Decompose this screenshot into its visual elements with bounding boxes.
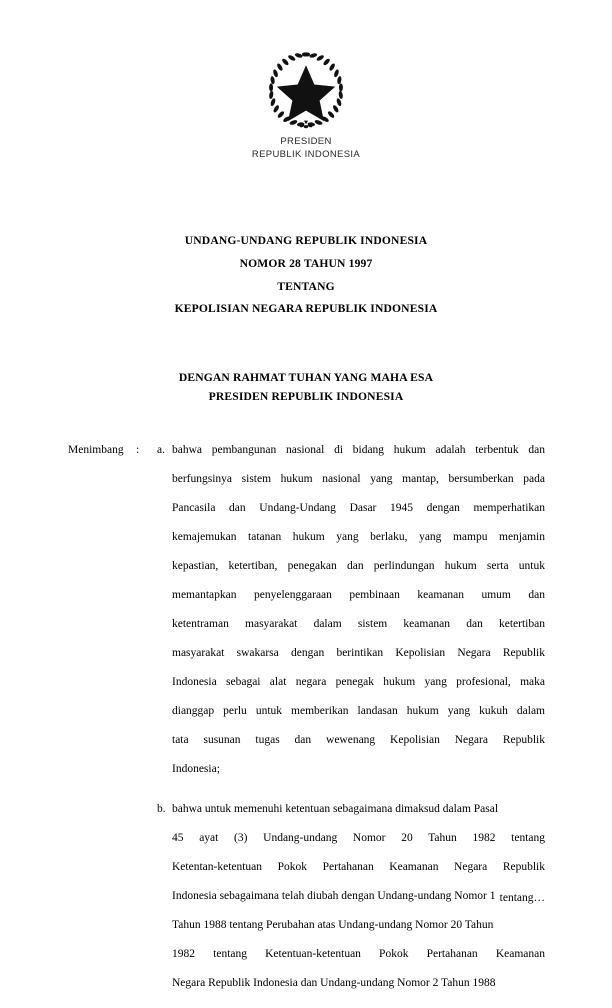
document-header <box>0 48 612 161</box>
clause-b-line-7: Negara Republik Indonesia dan Undang-undang Nomor 2 Tahun 1988 <box>172 977 496 989</box>
considering-section <box>0 436 612 998</box>
emblem-caption-line2: REPUBLIK INDONESIA <box>251 148 361 160</box>
garuda-star-wreath-emblem <box>263 48 349 134</box>
preamble-authority: PRESIDEN REPUBLIK INDONESIA <box>208 390 404 403</box>
clause-marker-b: b. <box>157 803 166 815</box>
clause-a-line-10: dianggap perlu untuk memberikan landasan hukum yang kukuh dalam <box>172 705 545 717</box>
title-about-label: TENTANG <box>277 279 335 293</box>
clause-b-line-1: bahwa untuk memenuhi ketentuan sebagaimana dimaksud dalam Pasal <box>172 803 499 815</box>
considering-label: Menimbang <box>68 444 124 456</box>
clause-a-line-11: tata susunan tugas dan wewenang Kepolisian Negara Republik <box>172 734 545 746</box>
page-catchword: tentang… <box>499 892 545 904</box>
document-title-block <box>0 230 612 321</box>
clause-a-line-5: kepastian, ketertiban, penegakan dan perlindungan hukum serta untuk <box>172 560 545 572</box>
clause-text-a <box>172 436 545 784</box>
clause-b-line-4: Indonesia sebagaimana telah diubah dengan Undang-undang Nomor 1 <box>172 890 496 902</box>
clause-a-line-6: memantapkan penyelenggaraan pembinaan keamanan umum dan <box>172 589 545 601</box>
clause-a-line-9: Indonesia sebagai alat negara penegak hukum yang profesional, maka <box>172 676 545 688</box>
clause-b-line-6: 1982 tentang Ketentuan-ketentuan Pokok Pertahanan Keamanan <box>172 948 545 960</box>
clause-a-line-3: Pancasila dan Undang-Undang Dasar 1945 dengan memperhatikan <box>172 502 545 514</box>
considering-clause-a <box>0 436 612 784</box>
clause-a-line-7: ketentraman masyarakat dalam sistem keamanan dan ketertiban <box>172 618 545 630</box>
title-subject: KEPOLISIAN NEGARA REPUBLIK INDONESIA <box>174 302 438 316</box>
title-law-type: UNDANG-UNDANG REPUBLIK INDONESIA <box>184 234 428 247</box>
clause-a-line-2: berfungsinya sistem hukum nasional yang mantap, bersumberkan pada <box>172 473 545 485</box>
clause-b-line-5: Tahun 1988 tentang Perubahan atas Undang-undang Nomor 20 Tahun <box>172 919 494 931</box>
clause-marker-a: a. <box>157 444 165 456</box>
emblem-caption-line1: PRESIDEN <box>280 136 332 147</box>
clause-a-line-12: Indonesia; <box>172 763 220 775</box>
title-law-number: NOMOR 28 TAHUN 1997 <box>239 256 373 270</box>
clause-a-line-8: masyarakat swakarsa dengan berintikan Kepolisian Negara Republik <box>172 647 545 659</box>
preamble-blessing: DENGAN RAHMAT TUHAN YANG MAHA ESA <box>178 371 434 384</box>
clause-b-line-3: Ketentan-ketentuan Pokok Pertahanan Keamanan Negara Republik <box>172 861 545 873</box>
considering-colon: : <box>136 444 140 456</box>
clause-b-line-2: 45 ayat (3) Undang-undang Nomor 20 Tahun 1982 tentang <box>172 832 545 844</box>
emblem-caption <box>0 136 612 161</box>
clause-a-line-4: kemajemukan tatanan hukum yang berlaku, yang mampu menjamin <box>172 531 545 543</box>
clause-a-line-1: bahwa pembangunan nasional di bidang hukum adalah terbentuk dan <box>172 444 545 456</box>
